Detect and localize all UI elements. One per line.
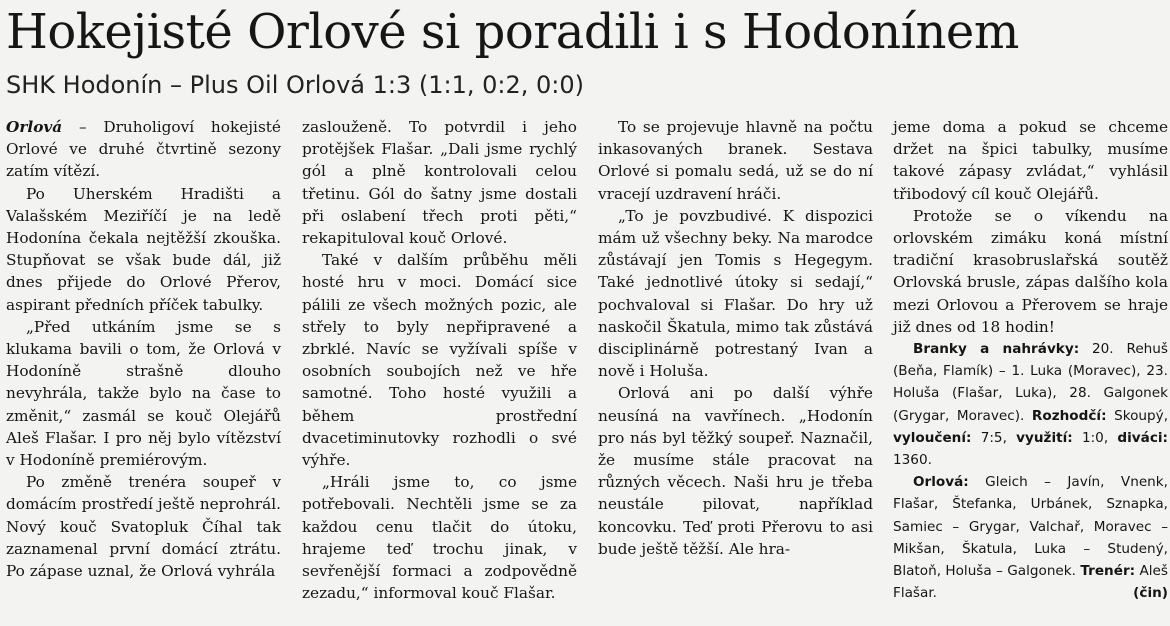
coach-label: Trenér:: [1080, 563, 1136, 580]
penalties-label: vyloučení:: [893, 429, 972, 446]
paragraph: jeme doma a pokud se chceme držet na špici tabulky, musíme takové zápasy zvládat,“ vyhlásil třibodový cíl kouč Olejářů.: [893, 118, 1168, 203]
paragraph: „Před utkáním jsme se s klukama bavili o tom, že Orlová v Hodoníně strašně dlouho nevyhrála, takže bylo na čase to změnit,“ zasmál se kouč Olejářů Aleš Flašar. I pro něj bylo vítězství v Hodoníně premiérovým.: [6, 317, 281, 470]
paragraph-text: – Druholigoví hokejisté Orlové ve druhé čtvrtině sezony zatím vítězí.: [6, 118, 281, 181]
lineup-text: Gleich – Javín, Vnenk, Flašar, Štefanka, Urbánek, Sznapka, Samiec – Grygar, Valchař, Moravec – Mikšan, Škatula, Luka – Studený, Blatoň, Holuša – Galgonek.: [893, 474, 1168, 580]
referees-label: Rozhodčí:: [1031, 407, 1107, 424]
match-facts: [893, 338, 1168, 471]
paragraph: [6, 116, 281, 183]
goals-label: Branky a nahrávky:: [913, 341, 1080, 358]
lineup-label: Orlová:: [913, 474, 969, 491]
article-column-2: [302, 116, 577, 604]
dateline: Orlová: [6, 118, 63, 136]
headline: Hokejisté Orlové si poradili i s Hodonínem: [6, 4, 1019, 60]
paragraph: zaslouženě. To potvrdil i jeho protějšek Flašar. „Dali jsme rychlý gól a plně kontrolovali celou třetinu. Gól do šatny jsme dostali při oslabení třech proti pěti,“ rekapituloval kouč Orlové.: [302, 118, 577, 248]
goals-text: 20. Rehuš (Beňa, Flamík) – 1. Luka (Moravec), 23. Holuša (Flašar, Luka), 28. Galgonek (Grygar, Moravec).: [893, 341, 1168, 424]
paragraph: Orlová ani po další výhře neusíná na vavřínech. „Hodonín pro nás byl těžký soupeř. Naznačil, že musíme stále pracovat na různých věcech. Naši hru je třeba neustále pilovat, například koncovku. Teď proti Přerovu to asi bude ještě těžší. Ale hra-: [598, 384, 873, 558]
attendance-label: diváci:: [1117, 429, 1168, 446]
penalties-text: 7:5,: [971, 429, 1007, 446]
power-play-label: využití:: [1016, 429, 1073, 446]
paragraph: To se projevuje hlavně na počtu inkasovaných branek. Sestava Orlové si pomalu sedá, už se do ní vracejí uzdravení hráči.: [598, 118, 873, 203]
paragraph: Po změně trenéra soupeř v domácím prostředí ještě neprohrál. Nový kouč Svatopluk Číhal tak zaznamenal první domácí ztrátu. Po zápase uznal, že Orlová vyhrála: [6, 473, 281, 581]
paragraph: „To je povzbudivé. K dispozici mám už všechny beky. Na marodce zůstávají jen Tomis s Hegegym. Také jednotlivé útoky si sedají,“ pochvaloval si Flašar. Do hry už naskočil Škatula, mimo tak zůstává disciplinárně potrestaný Ivan a nově i Holuša.: [598, 206, 873, 381]
referees-text: Skoupý,: [1106, 407, 1169, 424]
article-column-4: [893, 116, 1168, 604]
paragraph: Protože se o víkendu na orlovském zimáku koná místní tradiční krasobruslařská soutěž Orlovská brusle, zápas dalšího kola mezi Orlovou a Přerovem se hraje již dnes od 18 hodin!: [893, 206, 1168, 336]
lineup: [893, 471, 1168, 604]
subheadline-score: SHK Hodonín – Plus Oil Orlová 1:3 (1:1, 0:2, 0:0): [6, 71, 585, 99]
paragraph: Po Uherském Hradišti a Valašském Meziříčí je na ledě Hodonína čekala nejtěžší zkouška. Stupňovat se však bude dál, již dnes přijede do Orlové Přerov, aspirant předních příček tabulky.: [6, 184, 281, 314]
power-play-text: 1:0,: [1072, 429, 1109, 446]
paragraph: „Hráli jsme to, co jsme potřebovali. Nechtěli jsme se za každou cenu tlačit do útoku, hrajeme teď trochu jinak, v sevřenější formaci a zodpovědně zezadu,“ informoval kouč Flašar.: [302, 473, 577, 603]
article-column-3: [598, 116, 873, 560]
article-column-1: [6, 116, 281, 582]
attendance-text: 1360.: [893, 452, 932, 469]
author-initials: (čin): [1133, 585, 1168, 602]
coach-text: Aleš Flašar.: [893, 563, 1168, 602]
paragraph: Také v dalším průběhu měli hosté hru v moci. Domácí sice pálili ze všech možných pozic, ale střely to byly nepřipravené a zbrklé. Navíc se vyžívali spíše v osobních soubojích než ve hře samotné. Toho hosté využili a během prostřední dvacetiminutovky rozhodli o své výhře.: [302, 251, 577, 470]
